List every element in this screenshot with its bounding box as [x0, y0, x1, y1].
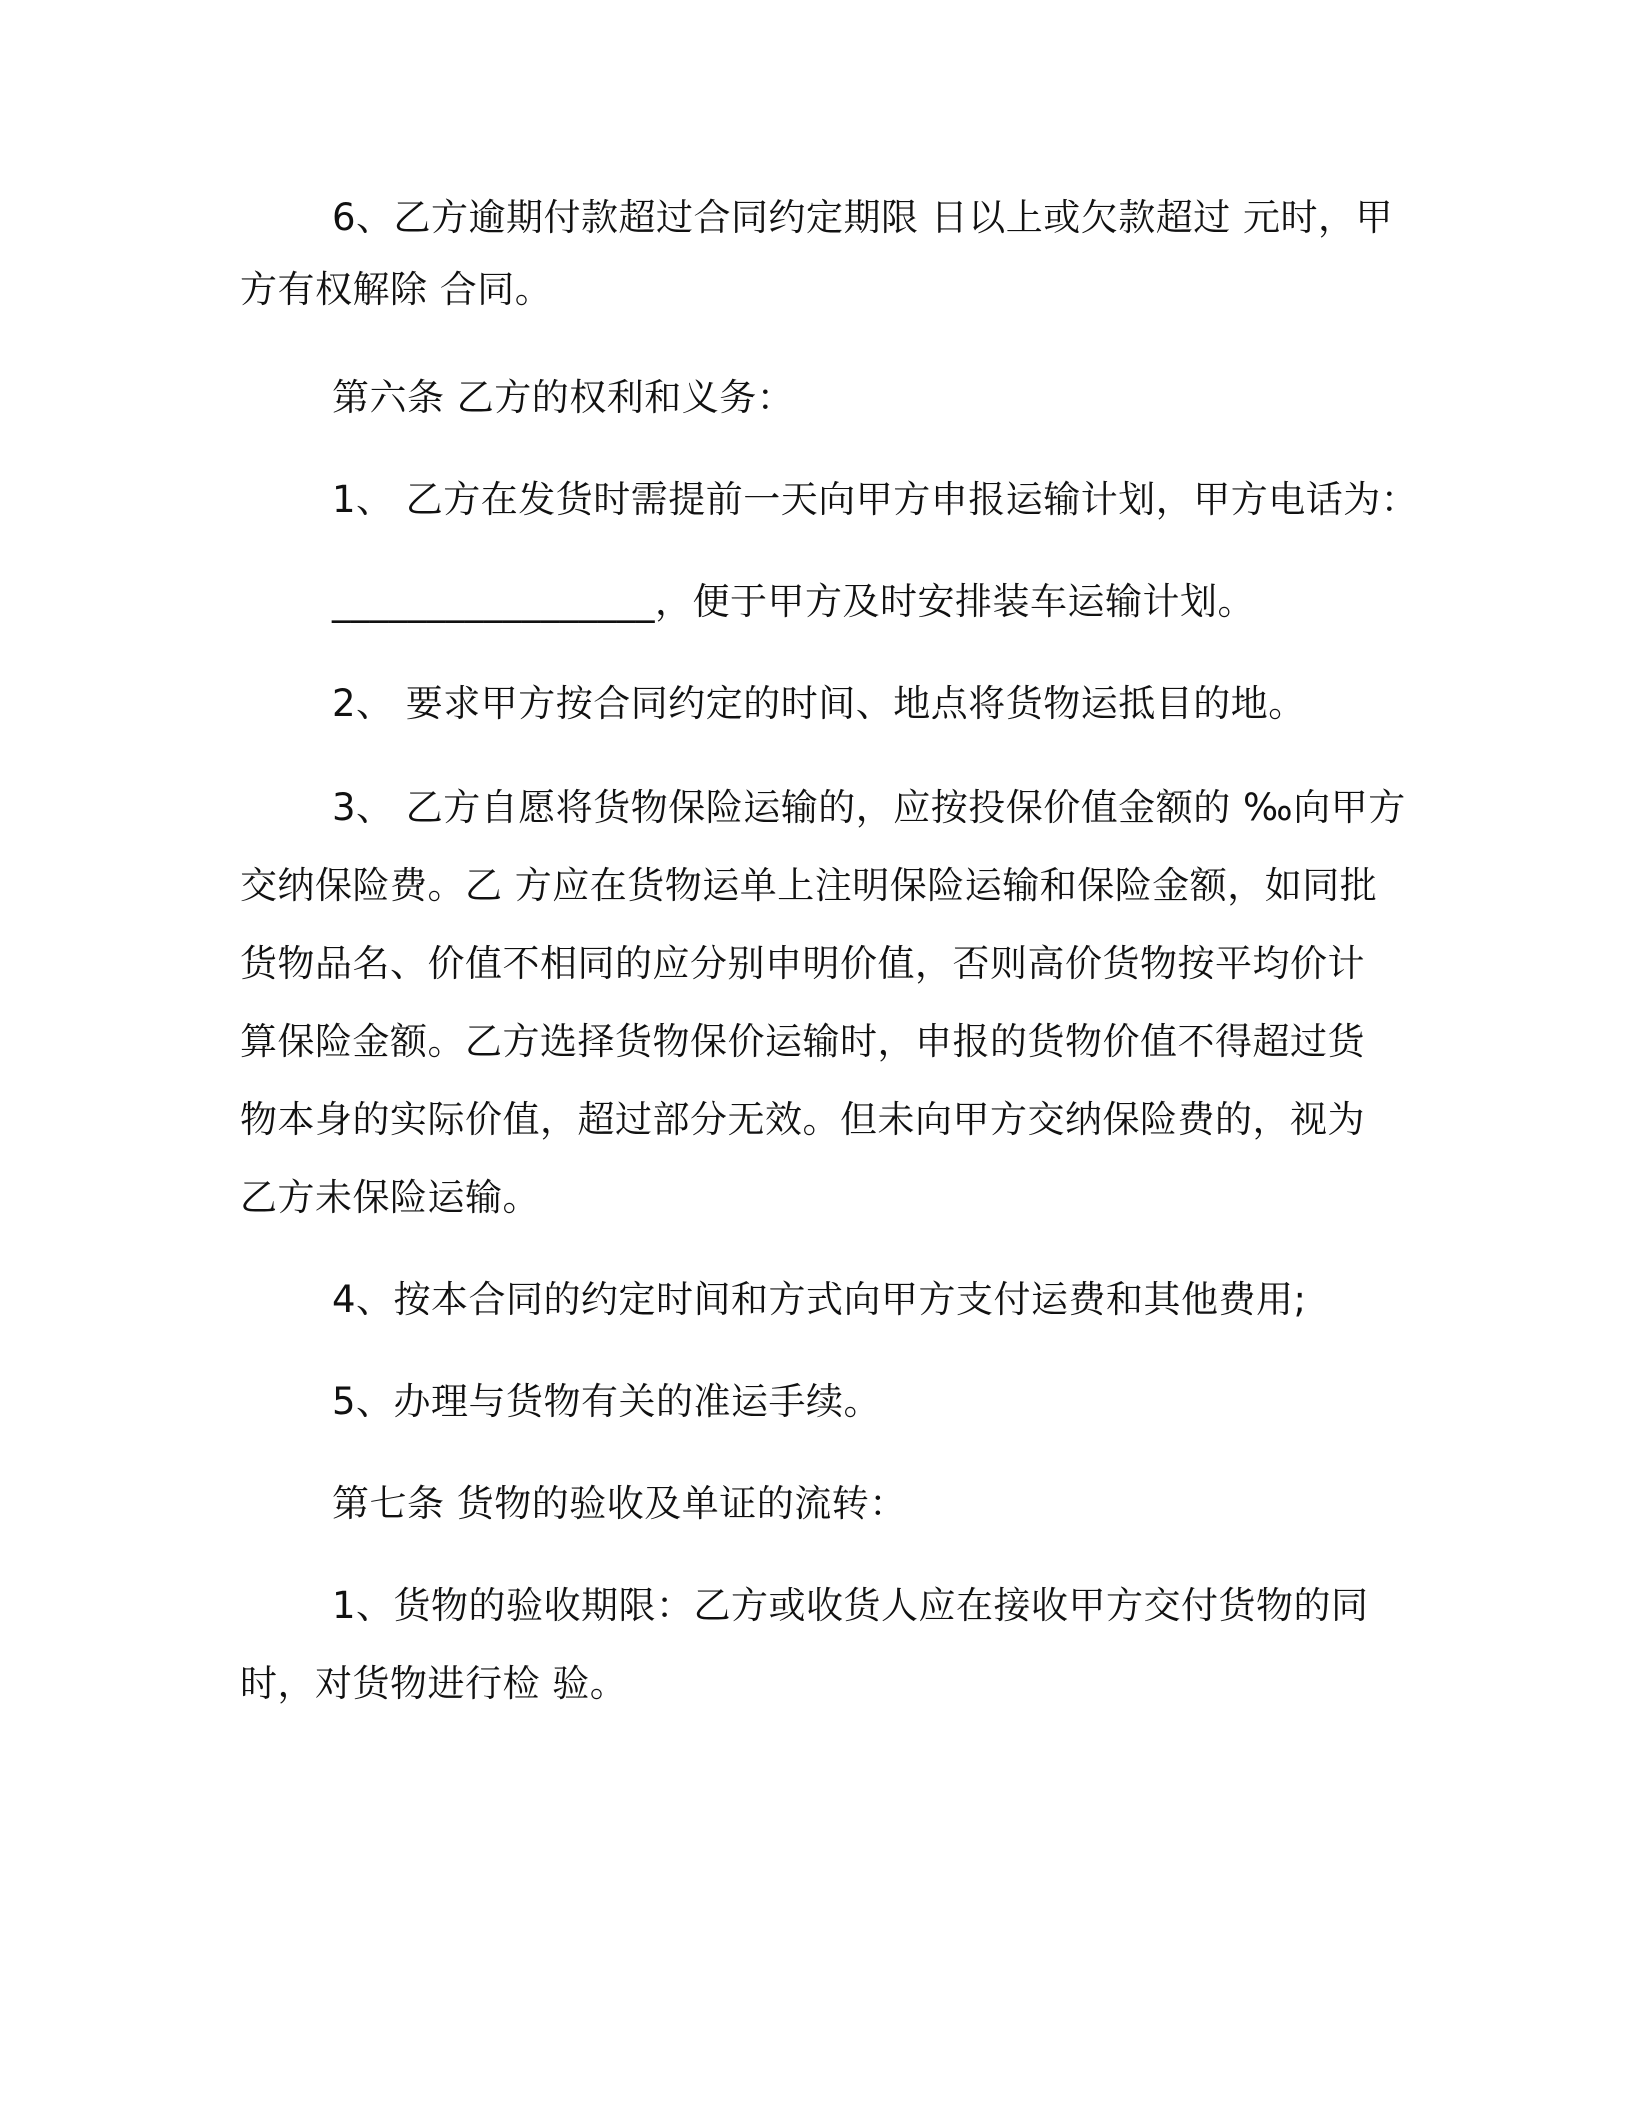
clause-6-line-1: 6、乙方逾期付款超过合同约定期限 日以上或欠款超过 元时，甲 — [332, 196, 1394, 239]
article-7-heading: 第七条 货物的验收及单证的流转： — [332, 1482, 907, 1525]
article-6-item-3-line-1: 3、 乙方自愿将货物保险运输的，应按投保价值金额的 ‰向甲方 — [332, 786, 1406, 829]
article-6-item-3-line-6: 乙方未保险运输。 — [240, 1176, 540, 1219]
article-6-item-2: 2、 要求甲方按合同约定的时间、地点将货物运抵目的地。 — [332, 682, 1306, 725]
article-6-item-3-line-5: 物本身的实际价值，超过部分无效。但未向甲方交纳保险费的，视为 — [240, 1098, 1365, 1141]
article-6-item-1-line-2: _________________，便于甲方及时安排装车运输计划。 — [332, 580, 1255, 623]
article-6-item-1-line-1: 1、 乙方在发货时需提前一天向甲方申报运输计划，甲方电话为： — [332, 478, 1419, 521]
article-6-item-5: 5、办理与货物有关的准运手续。 — [332, 1380, 882, 1423]
article-6-item-3-line-2: 交纳保险费。乙 方应在货物运单上注明保险运输和保险金额，如同批 — [240, 864, 1378, 907]
article-6-heading: 第六条 乙方的权利和义务： — [332, 376, 795, 419]
article-6-item-4: 4、按本合同的约定时间和方式向甲方支付运费和其他费用; — [332, 1278, 1307, 1321]
article-7-item-1-line-1: 1、货物的验收期限：乙方或收货人应在接收甲方交付货物的同 — [332, 1584, 1369, 1627]
article-7-item-1-line-2: 时，对货物进行检 验。 — [240, 1662, 628, 1705]
article-6-item-3-line-4: 算保险金额。乙方选择货物保价运输时，申报的货物价值不得超过货 — [240, 1020, 1365, 1063]
article-6-item-3-line-3: 货物品名、价值不相同的应分别申明价值，否则高价货物按平均价计 — [240, 942, 1365, 985]
clause-6-line-2: 方有权解除 合同。 — [240, 268, 553, 311]
